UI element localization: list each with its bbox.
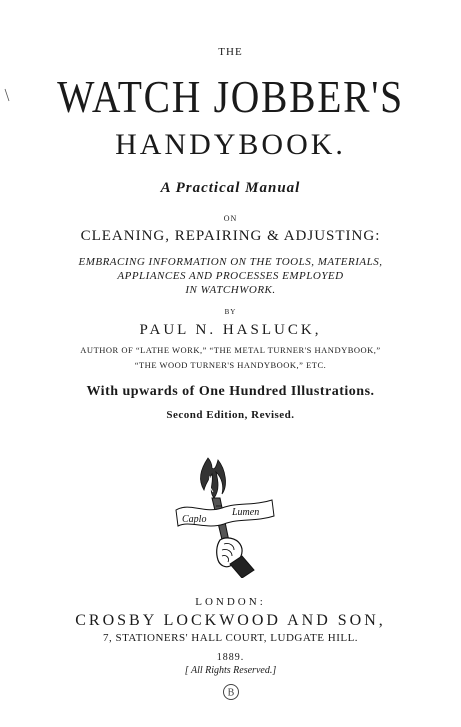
- publication-city: LONDON:: [195, 596, 266, 608]
- author-name: PAUL N. HASLUCK,: [139, 322, 322, 338]
- practical-manual-heading: A Practical Manual: [160, 180, 301, 196]
- publication-year: 1889.: [216, 652, 245, 663]
- author-works-line-1: AUTHOR OF “LATHE WORK,” “THE METAL TURNER'S HANDYBOOK,”: [80, 345, 381, 355]
- torch-hand-emblem: [170, 450, 280, 578]
- publisher-name: CROSBY LOCKWOOD AND SON,: [75, 612, 386, 629]
- edition-note: Second Edition, Revised.: [166, 409, 295, 421]
- main-subtitle: HANDYBOOK.: [115, 128, 346, 161]
- library-stamp-icon: [222, 683, 240, 701]
- embracing-line-1: EMBRACING INFORMATION ON THE TOOLS, MATERIALS,: [78, 256, 383, 268]
- rights-notice: [ All Rights Reserved.]: [184, 665, 277, 676]
- motto-word-2: Lumen: [232, 507, 260, 518]
- stamp-letter: B: [227, 687, 235, 699]
- main-title: WATCH JOBBER'S: [57, 71, 404, 122]
- title-the: THE: [218, 46, 243, 58]
- by-connector: BY: [224, 308, 237, 316]
- topics-line: CLEANING, REPAIRING & ADJUSTING:: [80, 228, 381, 244]
- illustrations-note: With upwards of One Hundred Illustrations.: [86, 384, 375, 399]
- margin-tick-mark: [4, 88, 10, 102]
- motto-word-1: Caplo: [182, 514, 207, 525]
- on-connector: ON: [223, 214, 238, 223]
- embracing-line-3: IN WATCHWORK.: [185, 284, 276, 296]
- embracing-line-2: APPLIANCES AND PROCESSES EMPLOYED: [117, 270, 344, 282]
- publisher-address: 7, STATIONERS' HALL COURT, LUDGATE HILL.: [102, 632, 359, 644]
- author-works-line-2: “THE WOOD TURNER'S HANDYBOOK,” ETC.: [134, 360, 327, 370]
